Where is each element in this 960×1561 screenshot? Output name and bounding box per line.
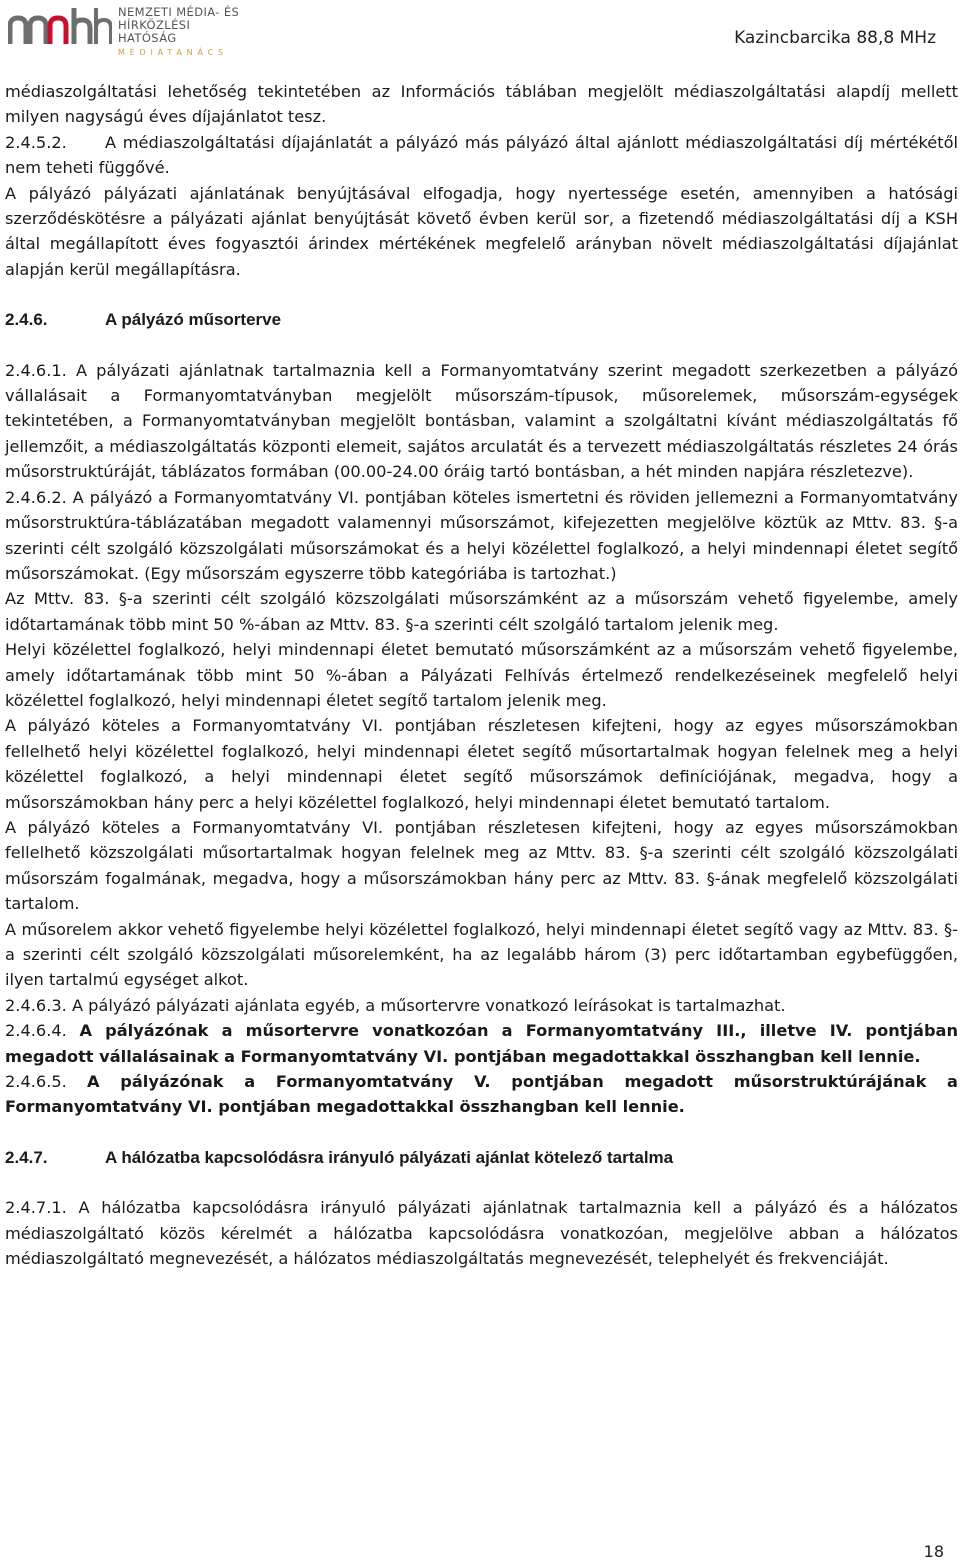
paragraph-text: A pályázó pályázati ajánlata egyéb, a műsortervre vonatkozó leírásokat is tartalmazhat.	[71, 995, 786, 1015]
heading-text: A hálózatba kapcsolódásra irányuló pályázati ajánlat kötelező tartalma	[105, 1147, 674, 1167]
section-number: 2.4.6.5.	[5, 1072, 67, 1092]
section-heading	[5, 307, 958, 332]
paragraph	[5, 358, 958, 485]
page-header	[0, 0, 960, 60]
paragraph: Helyi közélettel foglalkozó, helyi mindennapi életet bemutató műsorszámként az a műsorszám vehető figyelembe, amely időtartamának több mint 50 %-ában a Pályázati Felhívás értelmező rendelkezéseinek megfelelő helyi közélettel foglalkozó, helyi mindennapi életet segítő tartalom jelenik meg.	[5, 640, 958, 710]
section-number: 2.4.6.2.	[5, 487, 67, 507]
paragraph	[5, 993, 958, 1018]
nmhh-logo	[8, 4, 248, 57]
page-number: 18	[923, 1542, 944, 1561]
section-number: 2.4.7.	[5, 1147, 48, 1167]
paragraph: A pályázó pályázati ajánlatának benyújtásával elfogadja, hogy nyertessége esetén, amennyiben a hatósági szerződéskötésre a pályázati ajánlat benyújtását követő évben kerül sor, a fizetendő médiaszolgáltatási díj a KSH által megállapított éves fogyasztói árindex mértékének megfelelő arányban növelt médiaszolgáltatási díjajánlat alapján kerül megállapításra.	[5, 183, 958, 279]
section-number: 2.4.6.1.	[5, 360, 67, 380]
org-line-1: NEMZETI MÉDIA- ÉS	[118, 5, 240, 19]
paragraph	[5, 1069, 958, 1120]
paragraph	[5, 130, 958, 181]
station-title: Kazincbarcika 88,8 MHz	[734, 28, 936, 48]
section-number: 2.4.7.1.	[5, 1198, 67, 1218]
paragraph-text: A médiaszolgáltatási díjajánlatát a pályázó más pályázó által ajánlott médiaszolgáltatási díj mértékétől nem teheti függővé.	[5, 132, 958, 178]
paragraph-text: A hálózatba kapcsolódásra irányuló pályázati ajánlatnak tartalmaznia kell a pályázó és a hálózatos médiaszolgáltató közös kérelmét a hálózatba kapcsolódásra vonatkozóan, megjelölve abban a hálózatos médiaszolgáltató megnevezését, a hálózatos médiaszolgáltatás megnevezését, telephelyét és frekvenciáját.	[5, 1198, 958, 1269]
section-number: 2.4.6.4.	[5, 1021, 67, 1041]
paragraph-text: A pályázónak a műsortervre vonatkozóan a Formanyomtatvány III., illetve IV. pontjában megadott vállalásainak a Formanyomtatvány VI. pontjában megadottakkal összhangban kell lennie.	[5, 1021, 958, 1066]
paragraph	[5, 485, 958, 587]
organization-name	[118, 6, 248, 59]
paragraph: médiaszolgáltatási lehetőség tekintetében az Információs táblában megjelölt médiaszolgáltatási alapdíj mellett milyen nagyságú éves díjajánlatot tesz.	[5, 82, 958, 127]
org-line-3: MÉDIATANÁCS	[118, 48, 228, 57]
paragraph-text: A pályázati ajánlatnak tartalmaznia kell a Formanyomtatvány szerint megadott szerkezetben a pályázó vállalásait a Formanyomtatványban megjelölt műsorszám-típusok, műsorelemek, műsorszám-egységek tekintetében, a Formanyomtatványban megjelölt bontásban, valamint a szolgáltatni kívánt médiaszolgáltatás fő jellemzőit, a médiaszolgáltatás központi elemeit, sajátos arculatát és a tervezett médiaszolgáltatás részletes 24 órás műsorstruktúráját, táblázatos formában (00.00-24.00 óráig tartó bontásban, a hét minden napjára részletezve).	[5, 360, 958, 482]
org-line-2: HÍRKÖZLÉSI HATÓSÁG	[118, 18, 191, 45]
paragraph: Az Mttv. 83. §-a szerinti célt szolgáló közszolgálati műsorszámként az a műsorszám vehető figyelembe, amely időtartamának több mint 50 %-ában az Mttv. 83. §-a szerinti célt szolgáló tartalom jelenik meg.	[5, 589, 958, 634]
paragraph: A pályázó köteles a Formanyomtatvány VI. pontjában részletesen kifejteni, hogy az egyes műsorszámokban fellelhető helyi közélettel foglalkozó, helyi mindennapi életet segítő műsortartalmak hogyan felelnek meg a helyi közélettel foglalkozó, a helyi mindennapi életet segítő műsorszámok definíciójának, megadva, hogy a műsorszámokban hány perc a helyi közélettel foglalkozó, helyi mindennapi életet bemutató tartalom.	[5, 716, 958, 812]
heading-text: A pályázó műsorterve	[105, 310, 282, 330]
paragraph-text: A pályázónak a Formanyomtatvány V. pontjában megadott műsorstruktúrájának a Formanyomtatvány VI. pontjában megadottakkal összhangban kell lennie.	[5, 1072, 958, 1117]
paragraph	[5, 1195, 958, 1271]
paragraph-text: A pályázó a Formanyomtatvány VI. pontjában köteles ismertetni és röviden jellemezni a Formanyomtatvány műsorstruktúra-táblázatában megadott valamennyi műsorszámot, kifejezetten megjelölve köztük az Mttv. 83. §-a szerinti célt szolgáló közszolgálati műsorszámokat és a helyi közélettel foglalkozó, a helyi mindennapi életet segítő műsorszámokat. (Egy műsorszám egyszerre több kategóriába is tartozhat.)	[5, 487, 958, 583]
paragraph: A pályázó köteles a Formanyomtatvány VI. pontjában részletesen kifejteni, hogy az egyes műsorszámokban fellelhető közszolgálati műsortartalmak hogyan felelnek meg az Mttv. 83. §-a szerinti célt szolgáló közszolgálati műsorszám fogalmának, megadva, hogy a műsorszámokban hány perc az Mttv. 83. §-ának megfelelő közszolgálati tartalom.	[5, 817, 958, 914]
nmhh-logo-mark-icon	[8, 4, 112, 48]
document-body	[5, 79, 958, 1271]
section-heading	[5, 1145, 958, 1170]
section-number: 2.4.6.	[5, 310, 48, 330]
section-number: 2.4.6.3.	[5, 995, 67, 1015]
paragraph	[5, 1018, 958, 1069]
section-number: 2.4.5.2.	[5, 132, 67, 152]
paragraph: A műsorelem akkor vehető figyelembe helyi közélettel foglalkozó, helyi mindennapi életet segítő vagy az Mttv. 83. §-a szerinti célt szolgáló közszolgálati műsorelemként, ha az legalább három (3) perc időtartamban egybefüggően, ilyen tartalmú egységet alkot.	[5, 919, 958, 990]
